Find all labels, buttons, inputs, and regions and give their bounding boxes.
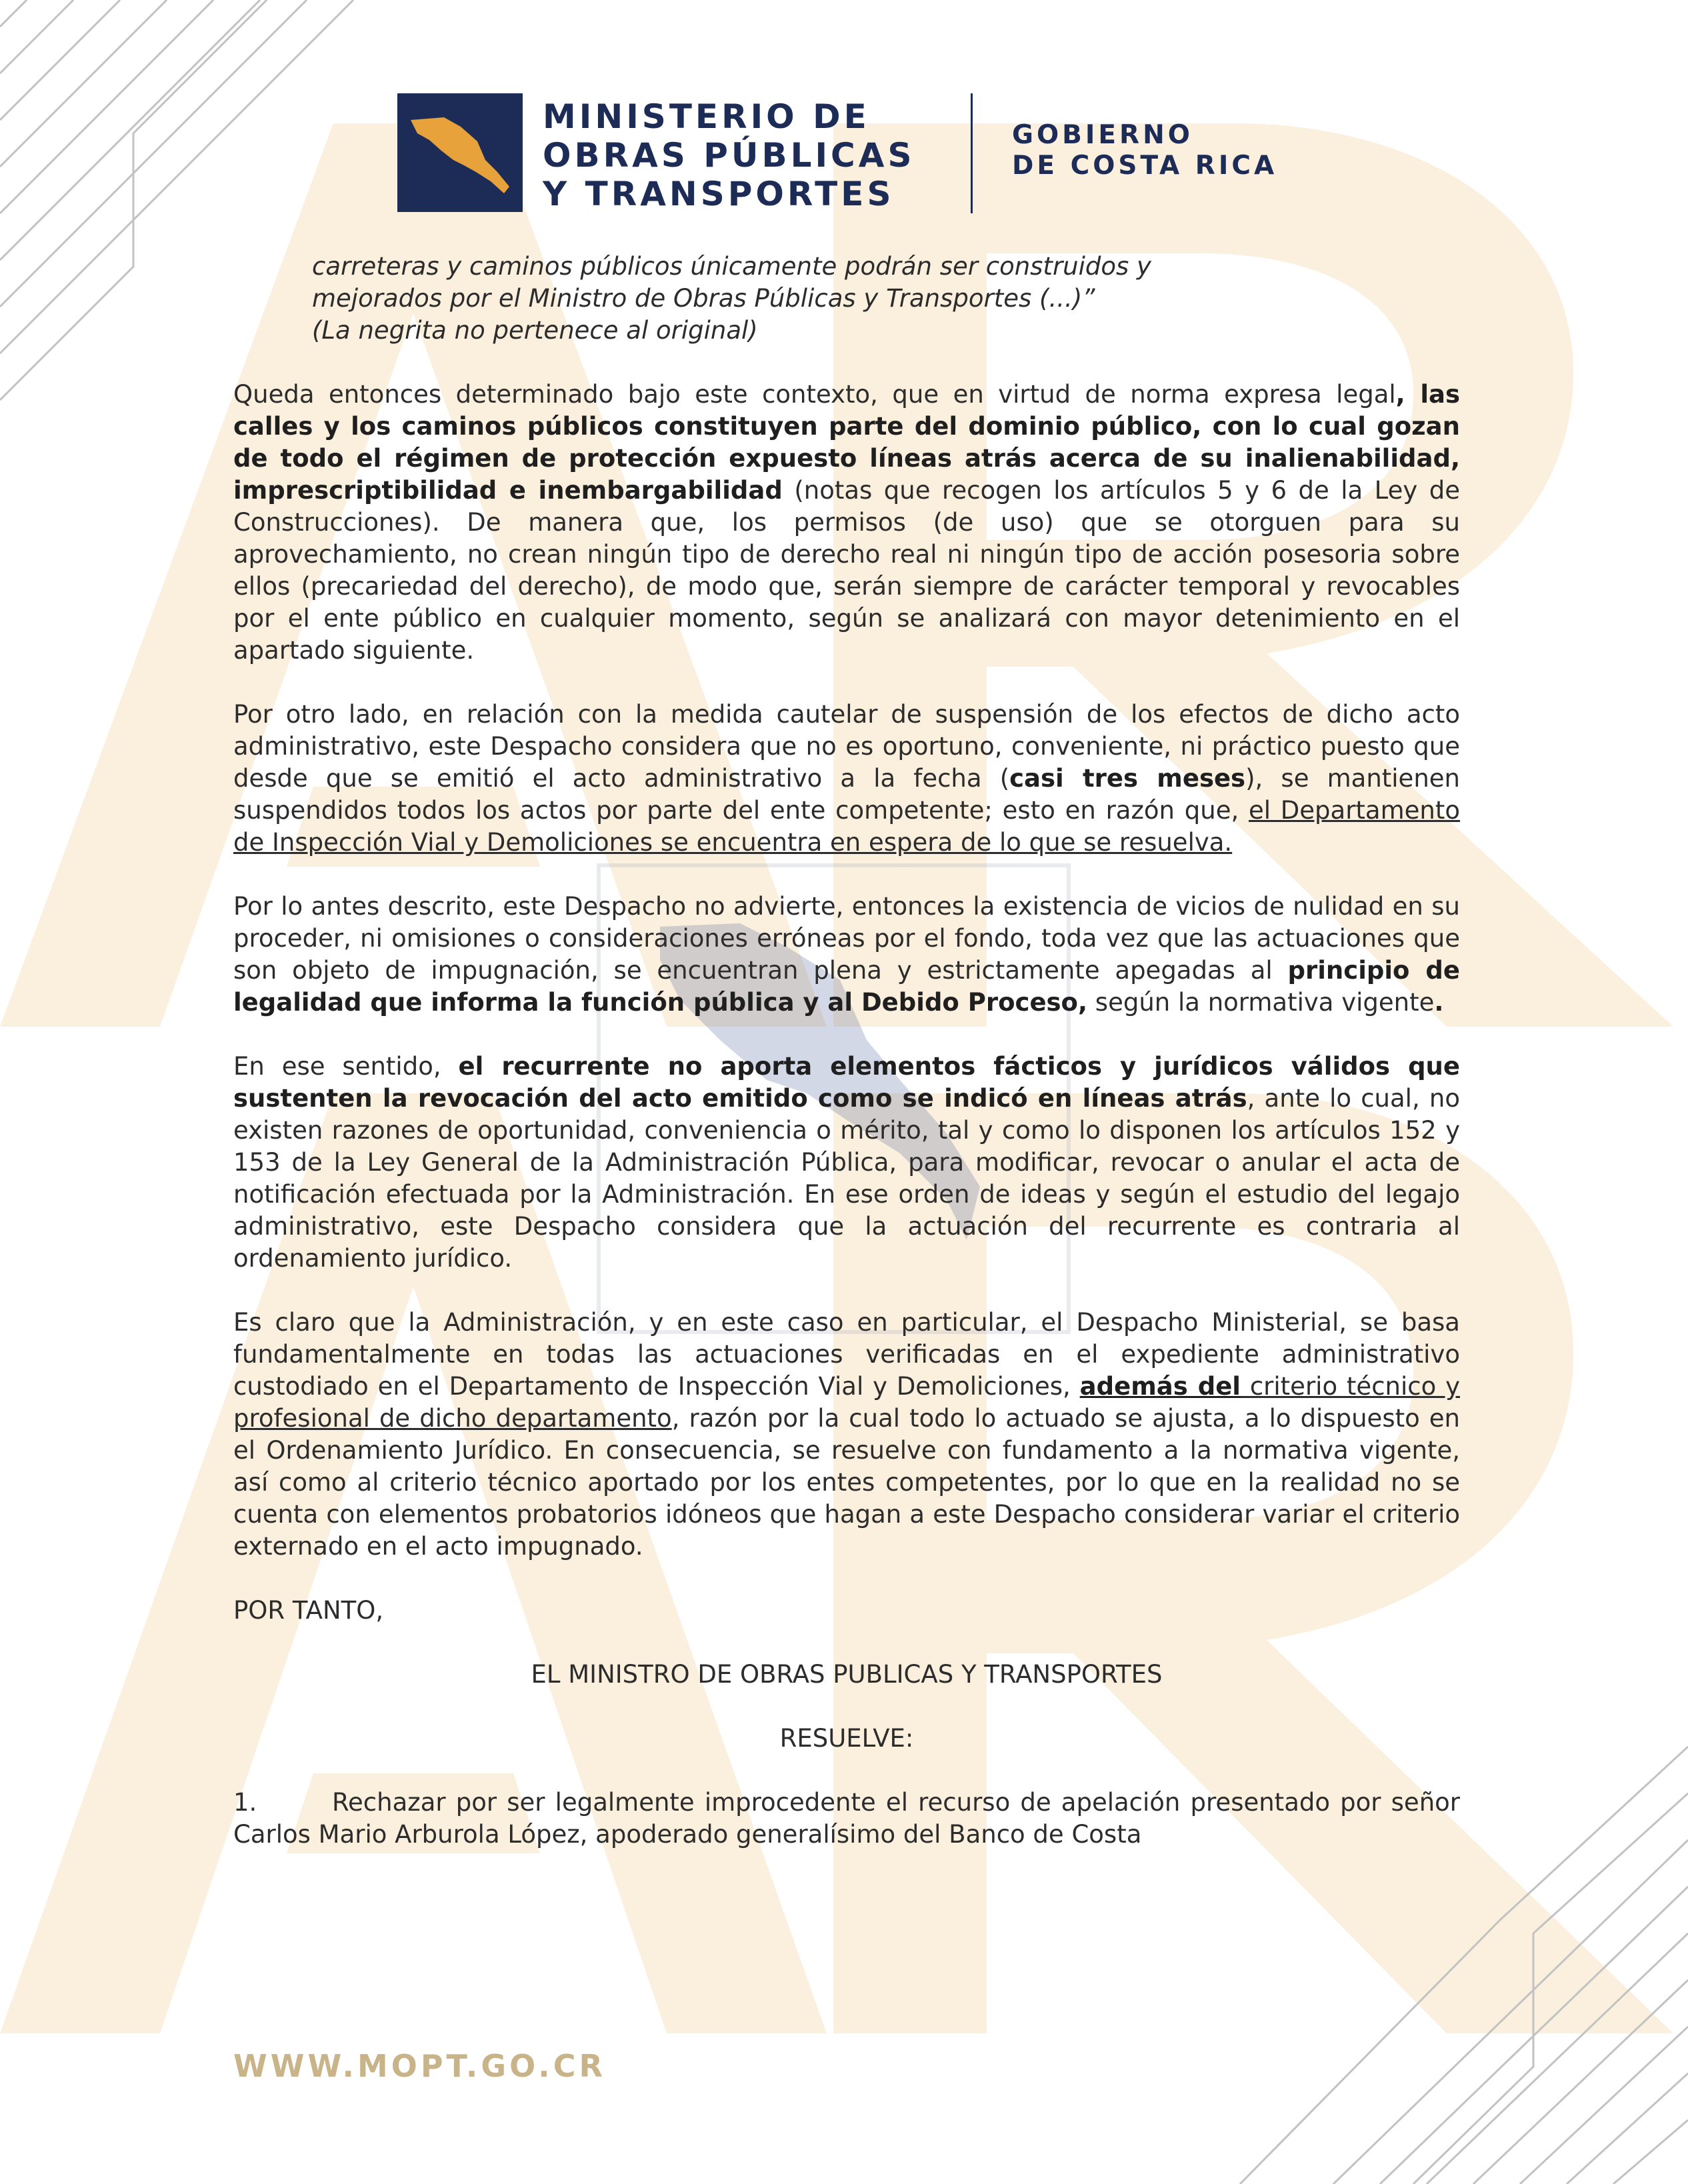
por-tanto-heading: POR TANTO, [233, 1596, 384, 1625]
page-header [397, 93, 1291, 213]
ministry-line-3: Y TRANSPORTES [543, 175, 895, 213]
quote-line-1: carreteras y caminos públicos únicamente podrán ser construidos y [312, 252, 1151, 281]
item-text: Rechazar por ser legalmente improcedente el recurso de apelación presentado por señor Carlos Mario Arburola López, apoderado generalísimo del Banco de Costa [233, 1788, 1460, 1849]
ministry-line-2: OBRAS PÚBLICAS [543, 136, 915, 175]
ministry-logo [397, 93, 523, 212]
paragraph-appellant-arguments: En ese sentido, el recurrente no aporta elementos fácticos y jurídicos válidos que sustenten la revocación del acto emitido como se indicó en líneas atrás, ante lo cual, no existen razones de oportunidad, conveniencia o mérito, tal y como lo disponen los artículos 152 y 153 de la Ley General de la Administración Pública, para modificar, revocar o anular el acta de notificación efectuada por la Administración. En ese orden de ideas y según el estudio del legajo administrativo, este Despacho considera que la actuación del recurrente es contraria al ordenamiento jurídico. [233, 1052, 1460, 1273]
government-name [1012, 120, 1277, 181]
paragraph-precautionary-measure: Por otro lado, en relación con la medida cautelar de suspensión de los efectos de dicho acto administrativo, este Despacho considera que no es oportuno, conveniente, ni práctico puesto que desde que se emitió el acto administrativo a la fecha (casi tres meses), se mantienen suspendidos todos los actos por parte del ente competente; esto en razón que, el Departamento de Inspección Vial y Demoliciones se encuentra en espera de lo que se resuelva. [233, 700, 1461, 857]
resuelve-heading: RESUELVE: [779, 1724, 914, 1753]
quote-note: (La negrita no pertenece al original) [312, 316, 758, 345]
item-number: 1. [233, 1788, 257, 1817]
government-line-1: GOBIERNO [1012, 120, 1193, 150]
document-body [233, 251, 1460, 1883]
quote-line-2: mejorados por el Ministro de Obras Públicas y Transportes (...)” [312, 284, 1095, 313]
costa-rica-map-icon [397, 93, 523, 212]
legal-quote [312, 251, 1379, 347]
ministry-line-1: MINISTERIO DE [543, 97, 870, 136]
paragraph-administration-basis: Es claro que la Administración, y en este caso en particular, el Despacho Ministerial, se basa fundamentalmente en todas las actuaciones verificadas en el expediente administrativo custodiado en el Departamento de Inspección Vial y Demoliciones, además del criterio técnico y profesional de dicho departamento, razón por la cual todo lo actuado se ajusta, a lo dispuesto en el Ordenamiento Jurídico. En consecuencia, se resuelve con fundamento a la normativa vigente, así como al criterio técnico aportado por los entes competentes, por lo que en la realidad no se cuenta con elementos probatorios idóneos que hagan a este Despacho considerar variar el criterio externado en el acto impugnado. [233, 1308, 1460, 1561]
resolution-item-1 [233, 1787, 1460, 1851]
paragraph-public-domain: Queda entonces determinado bajo este contexto, que en virtud de norma expresa legal, las calles y los caminos públicos constituyen parte del dominio público, con lo cual gozan de todo el régimen de protección expuesto líneas atrás acerca de su inalienabilidad, imprescriptibilidad e inembargabilidad (notas que recogen los artículos 5 y 6 de la Ley de Construcciones). De manera que, los permisos (de uso) que se otorguen para su aprovechamiento, no crean ningún tipo de derecho real ni ningún tipo de acción posesoria sobre ellos (precariedad del derecho), de modo que, serán siempre de carácter temporal y revocables por el ente público en cualquier momento, según se analizará con mayor detenimiento en el apartado siguiente. [233, 380, 1460, 665]
footer-website[interactable]: WWW.MOPT.GO.CR [233, 2048, 606, 2084]
paragraph-legality: Por lo antes descrito, este Despacho no advierte, entonces la existencia de vicios de nulidad en su proceder, ni omisiones o consideraciones erróneas por el fondo, toda vez que las actuaciones que son objeto de impugnación, se encuentran plena y estrictamente apegadas al principio de legalidad que informa la función pública y al Debido Proceso, según la normativa vigente. [233, 892, 1460, 1017]
header-divider [971, 93, 973, 213]
minister-title: EL MINISTRO DE OBRAS PUBLICAS Y TRANSPORTES [531, 1660, 1163, 1689]
ministry-name [543, 97, 915, 213]
government-line-2: DE COSTA RICA [1012, 151, 1278, 181]
